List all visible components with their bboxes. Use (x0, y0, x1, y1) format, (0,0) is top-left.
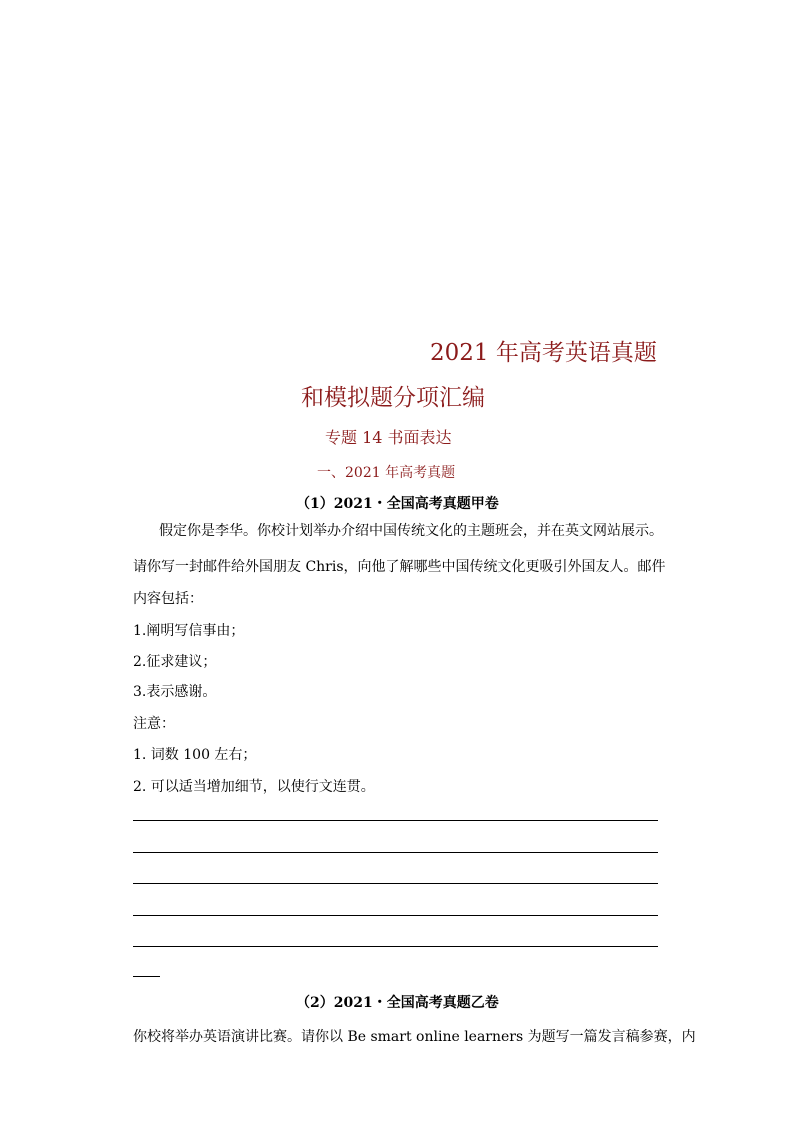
question1-list-item-3: 3.表示感谢。 (133, 684, 217, 700)
question1-paragraph-line3: 内容包括： (133, 591, 203, 607)
section-heading: 一、2021 年高考真题 (317, 465, 456, 481)
topic-heading: 专题 14 书面表达 (325, 428, 452, 447)
question1-list-item-1: 1.阐明写信事由； (133, 623, 245, 639)
question2-heading: （2）2021・全国高考真题乙卷 (296, 995, 499, 1011)
answer-line (133, 883, 658, 884)
document-title-line2: 和模拟题分项汇编 (301, 385, 485, 411)
answer-line (133, 820, 658, 821)
question1-paragraph-line2: 请你写一封邮件给外国朋友 Chris，向他了解哪些中国传统文化更吸引外国友人。邮件 (133, 559, 666, 575)
answer-line-short (133, 976, 160, 977)
question1-heading: （1）2021・全国高考真题甲卷 (296, 496, 499, 512)
question2-paragraph-line1: 你校将举办英语演讲比赛。请你以 Be smart online learners 为题写一篇发言稿参赛，内 (133, 1029, 696, 1045)
document-title-line1: 2021 年高考英语真题 (430, 340, 657, 366)
question1-note-2: 2. 可以适当增加细节，以使行文连贯。 (133, 779, 375, 795)
question1-paragraph-line1: 假定你是李华。你校计划举办介绍中国传统文化的主题班会，并在英文网站展示。 (159, 523, 663, 539)
answer-line (133, 915, 658, 916)
question1-list-item-2: 2.征求建议； (133, 654, 217, 670)
question1-note-label: 注意： (133, 716, 175, 732)
answer-line (133, 852, 658, 853)
answer-line (133, 946, 658, 947)
question1-note-1: 1. 词数 100 左右； (133, 747, 257, 763)
